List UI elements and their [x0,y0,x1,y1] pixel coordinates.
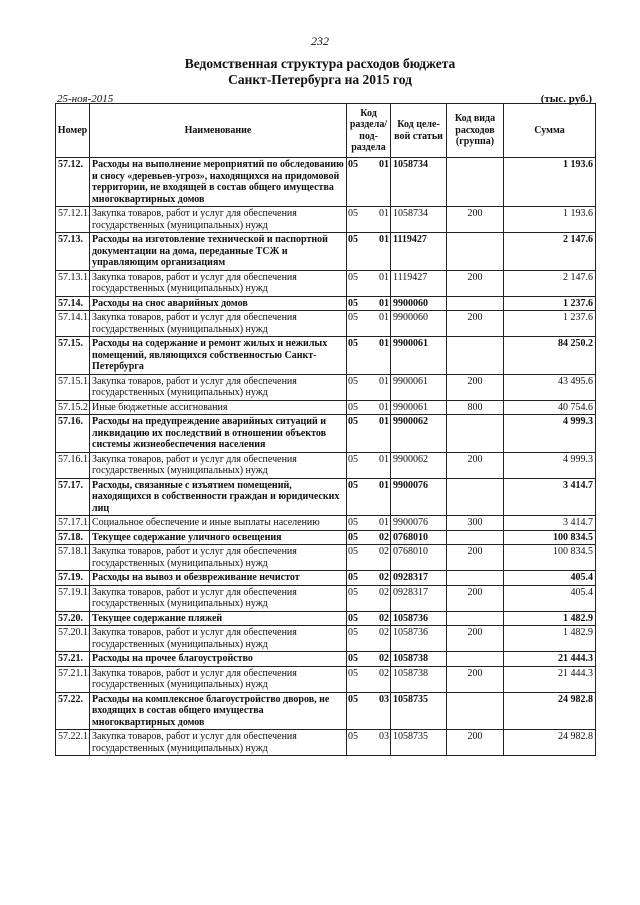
row-target: 1058736 [391,611,447,626]
document-date: 25-ноя-2015 [57,93,114,105]
row-name: Закупка товаров, работ и услуг для обеспечения государственных (муниципальных) нужд [90,452,347,478]
row-subsection-code: 01 [379,453,389,465]
row-section [347,571,391,586]
row-kind: 200 [447,270,504,296]
row-target: 1058735 [391,730,447,756]
row-target: 9900062 [391,415,447,453]
row-subsection-code: 01 [379,479,389,491]
row-section-code: 05 [348,375,358,387]
table-row [56,730,596,756]
row-name: Расходы на предупреждение аварийных ситуаций и ликвидацию их последствий в отношении объектов системы жизнеобеспечения населения [90,415,347,453]
table-header-row [56,104,596,158]
row-kind [447,652,504,667]
header-num: Номер [56,104,90,158]
row-section [347,585,391,611]
row-name: Расходы, связанные с изъятием помещений, находящихся в собственности граждан и юридических лиц [90,478,347,516]
row-kind [447,415,504,453]
header-target: Код целе-вой статьи [391,104,447,158]
table-row [56,611,596,626]
row-section-code: 05 [348,479,358,491]
table-body [56,158,596,756]
table-row [56,207,596,233]
row-name: Социальное обеспечение и иные выплаты населению [90,516,347,531]
row-target: 1058735 [391,692,447,730]
row-kind [447,478,504,516]
row-sum: 405.4 [504,585,596,611]
row-section-code: 05 [348,338,358,349]
row-number: 57.19. [56,571,90,586]
row-sum: 1 482.9 [504,626,596,652]
row-name: Закупка товаров, работ и услуг для обеспечения государственных (муниципальных) нужд [90,207,347,233]
row-number: 57.21.1. [56,666,90,692]
row-sum: 24 982.8 [504,692,596,730]
row-number: 57.18.1. [56,545,90,571]
row-target: 1058734 [391,158,447,207]
row-kind [447,296,504,311]
row-sum: 21 444.3 [504,652,596,667]
row-kind [447,692,504,730]
row-subsection-code: 02 [379,653,389,664]
header-name: Наименование [90,104,347,158]
table-row [56,478,596,516]
row-subsection-code: 03 [379,731,389,742]
row-number: 57.16. [56,415,90,453]
page-number: 232 [311,34,329,48]
row-section [347,270,391,296]
row-section-code: 05 [348,572,358,583]
row-section-code: 05 [348,401,358,413]
row-target: 1058736 [391,626,447,652]
row-target: 1058738 [391,666,447,692]
row-section [347,692,391,730]
row-kind: 200 [447,207,504,233]
row-subsection-code: 01 [379,338,389,349]
row-target: 1119427 [391,233,447,271]
row-sum: 405.4 [504,571,596,586]
row-name: Текущее содержание пляжей [90,611,347,626]
row-kind: 200 [447,452,504,478]
row-section [347,452,391,478]
row-kind: 200 [447,666,504,692]
row-target: 9900076 [391,478,447,516]
row-name: Расходы на снос аварийных домов [90,296,347,311]
row-section-code: 05 [348,653,358,664]
row-number: 57.15. [56,337,90,375]
row-sum: 21 444.3 [504,666,596,692]
row-number: 57.17.1. [56,516,90,531]
row-section [347,207,391,233]
header-sum: Сумма [504,104,596,158]
row-number: 57.20.1. [56,626,90,652]
row-kind: 300 [447,516,504,531]
row-sum: 2 147.6 [504,270,596,296]
row-subsection-code: 01 [379,208,389,219]
row-target: 0928317 [391,585,447,611]
table-row [56,400,596,415]
row-section [347,233,391,271]
row-name: Расходы на содержание и ремонт жилых и нежилых помещений, являющихся собственностью Санкт-Петербурга [90,337,347,375]
row-section-code: 05 [348,159,358,170]
row-number: 57.13. [56,233,90,271]
row-target: 9900060 [391,296,447,311]
row-subsection-code: 02 [379,586,389,598]
row-sum: 1 237.6 [504,311,596,337]
row-sum: 24 982.8 [504,730,596,756]
row-subsection-code: 01 [379,401,389,413]
row-section [347,530,391,545]
table-row [56,296,596,311]
row-subsection-code: 02 [379,627,389,638]
row-section-code: 05 [348,208,358,219]
budget-table [55,103,596,756]
row-name: Расходы на выполнение мероприятий по обследованию и сносу «деревьев-угроз», находящихся на придомовой территории, не входящей в состав общего имущества многоквартирных домов [90,158,347,207]
row-name: Закупка товаров, работ и услуг для обеспечения государственных (муниципальных) нужд [90,585,347,611]
header-section: Код раздела/ под-раздела [347,104,391,158]
row-subsection-code: 02 [379,572,389,583]
row-number: 57.21. [56,652,90,667]
row-sum: 40 754.6 [504,400,596,415]
row-section [347,730,391,756]
row-subsection-code: 02 [379,531,389,543]
table-row [56,158,596,207]
row-section-code: 05 [348,546,358,557]
row-number: 57.15.1. [56,374,90,400]
row-sum: 1 482.9 [504,611,596,626]
row-section [347,400,391,415]
row-name: Расходы на изготовление технической и паспортной документации на дома, переданные ТСЖ и управляющим организациям [90,233,347,271]
row-kind: 200 [447,374,504,400]
table-row [56,545,596,571]
table-row [56,311,596,337]
row-number: 57.20. [56,611,90,626]
row-target: 1058734 [391,207,447,233]
row-sum: 1 193.6 [504,207,596,233]
row-section [347,545,391,571]
row-section [347,652,391,667]
row-subsection-code: 01 [379,271,389,283]
row-section [347,516,391,531]
row-sum: 3 414.7 [504,516,596,531]
row-section [347,626,391,652]
row-target: 9900061 [391,337,447,375]
row-subsection-code: 02 [379,667,389,679]
row-kind: 200 [447,730,504,756]
row-name: Закупка товаров, работ и услуг для обеспечения государственных (муниципальных) нужд [90,666,347,692]
row-section-code: 05 [348,517,358,528]
row-target: 1119427 [391,270,447,296]
row-section [347,415,391,453]
row-sum: 4 999.3 [504,452,596,478]
row-section-code: 05 [348,312,358,323]
row-section-code: 05 [348,271,358,283]
table-row [56,585,596,611]
row-kind [447,233,504,271]
row-section-code: 05 [348,627,358,638]
row-sum: 1 193.6 [504,158,596,207]
row-subsection-code: 02 [379,612,389,624]
row-section [347,666,391,692]
row-section-code: 05 [348,612,358,624]
row-target: 9900061 [391,400,447,415]
document-title [0,56,640,88]
row-number: 57.12. [56,158,90,207]
row-section-code: 05 [348,234,358,245]
row-sum: 3 414.7 [504,478,596,516]
row-subsection-code: 01 [379,297,389,309]
row-sum: 43 495.6 [504,374,596,400]
table-row [56,626,596,652]
row-section-code: 05 [348,667,358,679]
header-kind: Код вида расходов (группа) [447,104,504,158]
table-row [56,270,596,296]
row-section-code: 05 [348,297,358,309]
row-section [347,611,391,626]
row-kind [447,158,504,207]
row-number: 57.22. [56,692,90,730]
row-name: Текущее содержание уличного освещения [90,530,347,545]
row-kind [447,611,504,626]
row-name: Закупка товаров, работ и услуг для обеспечения государственных (муниципальных) нужд [90,545,347,571]
row-number: 57.22.1. [56,730,90,756]
row-kind: 800 [447,400,504,415]
row-subsection-code: 01 [379,159,389,170]
table-row [56,666,596,692]
row-name: Закупка товаров, работ и услуг для обеспечения государственных (муниципальных) нужд [90,626,347,652]
row-target: 1058738 [391,652,447,667]
row-subsection-code: 03 [379,693,389,705]
row-section-code: 05 [348,693,358,705]
table-row [56,337,596,375]
row-subsection-code: 01 [379,375,389,387]
row-section-code: 05 [348,416,358,427]
title-line-1: Ведомственная структура расходов бюджета [184,56,456,71]
row-section-code: 05 [348,453,358,465]
row-section [347,158,391,207]
row-kind: 200 [447,545,504,571]
row-name: Закупка товаров, работ и услуг для обеспечения государственных (муниципальных) нужд [90,730,347,756]
row-sum: 1 237.6 [504,296,596,311]
row-name: Расходы на вывоз и обезвреживание нечистот [90,571,347,586]
row-subsection-code: 01 [379,517,389,528]
row-number: 57.14.1. [56,311,90,337]
table-row [56,415,596,453]
table-row [56,692,596,730]
table-row [56,530,596,545]
title-line-2: Санкт-Петербурга на 2015 год [228,72,412,87]
row-section-code: 05 [348,586,358,598]
row-number: 57.17. [56,478,90,516]
row-sum: 84 250.2 [504,337,596,375]
row-section [347,374,391,400]
row-subsection-code: 01 [379,416,389,427]
table-row [56,516,596,531]
row-number: 57.18. [56,530,90,545]
row-section [347,311,391,337]
row-number: 57.16.1. [56,452,90,478]
row-name: Расходы на комплексное благоустройство дворов, не входящих в состав общего имущества многоквартирных домов [90,692,347,730]
row-section-code: 05 [348,731,358,742]
row-target: 0928317 [391,571,447,586]
row-subsection-code: 01 [379,312,389,323]
row-kind: 200 [447,311,504,337]
table-row [56,452,596,478]
row-kind: 200 [447,585,504,611]
row-subsection-code: 01 [379,234,389,245]
table-row [56,233,596,271]
row-target: 9900062 [391,452,447,478]
row-kind: 200 [447,626,504,652]
row-subsection-code: 02 [379,546,389,557]
row-sum: 100 834.5 [504,530,596,545]
row-kind [447,571,504,586]
row-kind [447,337,504,375]
row-target: 9900076 [391,516,447,531]
row-sum: 2 147.6 [504,233,596,271]
row-target: 0768010 [391,530,447,545]
row-section [347,337,391,375]
table-row [56,652,596,667]
row-name: Закупка товаров, работ и услуг для обеспечения государственных (муниципальных) нужд [90,270,347,296]
row-name: Иные бюджетные ассигнования [90,400,347,415]
row-target: 0768010 [391,545,447,571]
row-target: 9900060 [391,311,447,337]
row-number: 57.12.1. [56,207,90,233]
row-number: 57.15.2. [56,400,90,415]
row-number: 57.13.1. [56,270,90,296]
table-row [56,374,596,400]
units-label: (тыс. руб.) [540,93,592,105]
row-target: 9900061 [391,374,447,400]
row-name: Закупка товаров, работ и услуг для обеспечения государственных (муниципальных) нужд [90,374,347,400]
row-section-code: 05 [348,531,358,543]
row-number: 57.19.1. [56,585,90,611]
row-section [347,478,391,516]
row-section [347,296,391,311]
row-name: Закупка товаров, работ и услуг для обеспечения государственных (муниципальных) нужд [90,311,347,337]
row-sum: 100 834.5 [504,545,596,571]
row-number: 57.14. [56,296,90,311]
row-kind [447,530,504,545]
table-row [56,571,596,586]
row-name: Расходы на прочее благоустройство [90,652,347,667]
row-sum: 4 999.3 [504,415,596,453]
